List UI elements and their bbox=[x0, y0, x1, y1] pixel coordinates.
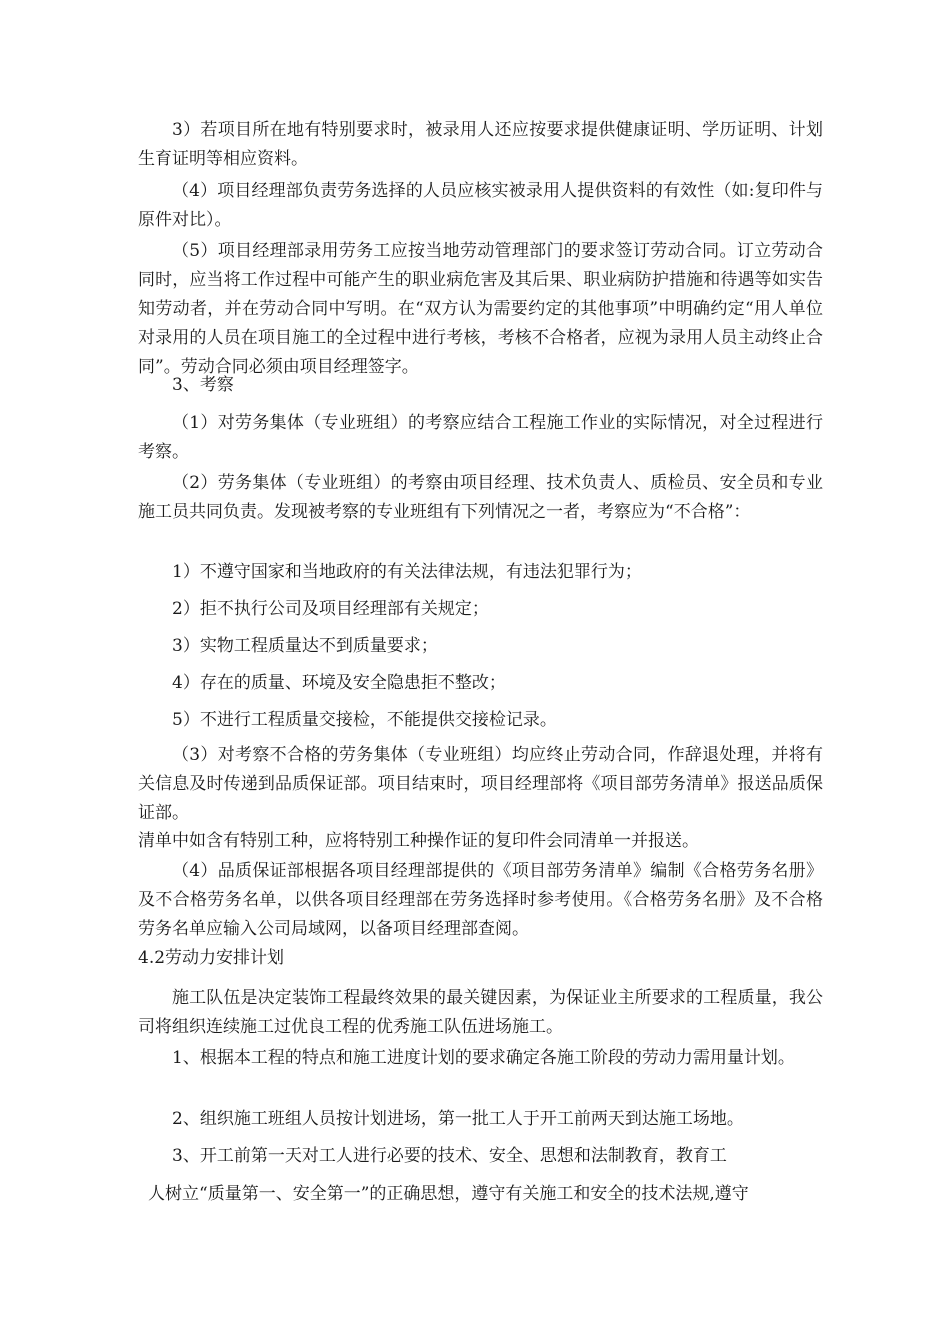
paragraph-inspection-2: （2）劳务集体（专业班组）的考察由项目经理、技术负责人、质检员、安全员和专业施工员共同负责。发现被考察的专业班组有下列情况之一者，考察应为“不合格”： bbox=[138, 473, 823, 522]
list-item-5: 5）不进行工程质量交接检，不能提供交接检记录。 bbox=[172, 710, 557, 730]
paragraph-special-trades: 清单中如含有特别工种，应将特别工种操作证的复印件会同清单一并报送。 bbox=[138, 831, 699, 851]
section-heading-labor-plan: 4.2劳动力安排计划 bbox=[138, 948, 285, 968]
paragraph-construction-team: 施工队伍是决定装饰工程最终效果的最关键因素，为保证业主所要求的工程质量，我公司将组织连续施工过优良工程的优秀施工队伍进场施工。 bbox=[138, 988, 823, 1037]
paragraph-plan-3-continued: 人树立“质量第一、安全第一”的正确思想，遵守有关施工和安全的技术法规,遵守 bbox=[148, 1184, 749, 1204]
paragraph-inspection-1: （1）对劳务集体（专业班组）的考察应结合工程施工作业的实际情况，对全过程进行考察。 bbox=[138, 413, 823, 462]
list-item-1: 1）不遵守国家和当地政府的有关法律法规，有违法犯罪行为； bbox=[172, 562, 642, 582]
paragraph-plan-1: 1、根据本工程的特点和施工进度计划的要求确定各施工阶段的劳动力需用量计划。 bbox=[172, 1048, 795, 1068]
paragraph-inspection-3: （3）对考察不合格的劳务集体（专业班组）均应终止劳动合同，作辞退处理，并将有关信息及时传递到品质保证部。项目结束时，项目经理部将《项目部劳务清单》报送品质保证部。 bbox=[138, 745, 823, 823]
section-heading-inspection: 3、考察 bbox=[172, 375, 234, 395]
paragraph-health-certificates: 3）若项目所在地有特别要求时，被录用人还应按要求提供健康证明、学历证明、计划生育证明等相应资料。 bbox=[138, 120, 823, 169]
list-item-3: 3）实物工程质量达不到质量要求； bbox=[172, 636, 438, 656]
paragraph-plan-2: 2、组织施工班组人员按计划进场，第一批工人于开工前两天到达施工场地。 bbox=[172, 1109, 744, 1129]
paragraph-verify-documents: （4）项目经理部负责劳务选择的人员应核实被录用人提供资料的有效性（如:复印件与原件对比）。 bbox=[138, 181, 823, 230]
list-item-2: 2）拒不执行公司及项目经理部有关规定； bbox=[172, 599, 489, 619]
list-item-4: 4）存在的质量、环境及安全隐患拒不整改； bbox=[172, 673, 506, 693]
paragraph-labor-contract: （5）项目经理部录用劳务工应按当地劳动管理部门的要求签订劳动合同。订立劳动合同时，应当将工作过程中可能产生的职业病危害及其后果、职业病防护措施和待遇等如实告知劳动者，并在劳动合同中写明。在“双方认为需要约定的其他事项”中明确约定“用人单位对录用的人员在项目施工的全过程中进行考核，考核不合格者，应视为录用人员主动终止合同”。劳动合同必须由项目经理签字。 bbox=[138, 241, 823, 377]
paragraph-plan-3: 3、开工前第一天对工人进行必要的技术、安全、思想和法制教育，教育工 bbox=[172, 1146, 727, 1166]
paragraph-inspection-4: （4）品质保证部根据各项目经理部提供的《项目部劳务清单》编制《合格劳务名册》及不合格劳务名单，以供各项目经理部在劳务选择时参考使用。《合格劳务名册》及不合格劳务名单应输入公司局域网，以备项目经理部查阅。 bbox=[138, 861, 823, 939]
